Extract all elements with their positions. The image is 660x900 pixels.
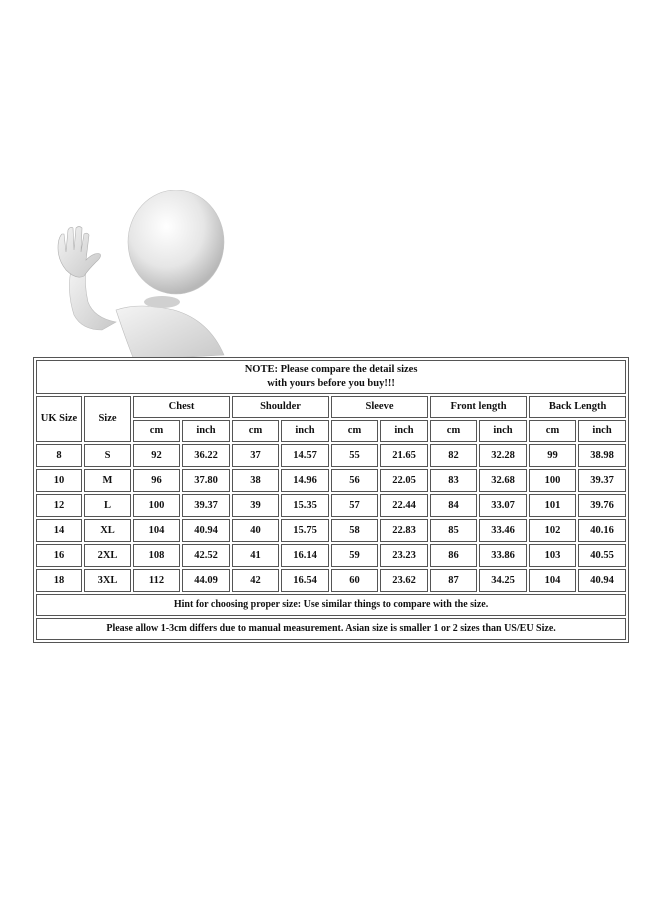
table-cell: 36.22 [182, 444, 230, 467]
table-cell: 10 [36, 469, 82, 492]
note-cell [36, 360, 626, 394]
header-front-length: Front length [430, 396, 527, 418]
unit-cm: cm [232, 420, 279, 442]
table-cell: 37.80 [182, 469, 230, 492]
table-cell: 39.37 [578, 469, 626, 492]
table-cell: 33.07 [479, 494, 527, 517]
header-uk-size: UK Size [36, 396, 82, 442]
unit-inch: inch [380, 420, 428, 442]
unit-inch: inch [578, 420, 626, 442]
table-cell: 40.16 [578, 519, 626, 542]
table-cell: 112 [133, 569, 180, 592]
table-row [36, 444, 626, 467]
table-cell: 39.76 [578, 494, 626, 517]
table-cell: 33.86 [479, 544, 527, 567]
table-cell: 87 [430, 569, 477, 592]
table-cell: 39.37 [182, 494, 230, 517]
unit-cm: cm [430, 420, 477, 442]
header-sleeve: Sleeve [331, 396, 428, 418]
table-cell: 23.62 [380, 569, 428, 592]
table-cell: 37 [232, 444, 279, 467]
table-cell: 22.83 [380, 519, 428, 542]
table-cell: 101 [529, 494, 576, 517]
table-row [36, 469, 626, 492]
table-row [36, 519, 626, 542]
table-cell: 3XL [84, 569, 131, 592]
table-cell: 15.35 [281, 494, 329, 517]
table-row [36, 494, 626, 517]
table-cell: 103 [529, 544, 576, 567]
table-cell: 40.94 [578, 569, 626, 592]
header-back-length: Back Length [529, 396, 626, 418]
table-cell: 34.25 [479, 569, 527, 592]
table-cell: 22.44 [380, 494, 428, 517]
table-cell: 38 [232, 469, 279, 492]
table-cell: 42.52 [182, 544, 230, 567]
table-cell: 40.94 [182, 519, 230, 542]
table-cell: 42 [232, 569, 279, 592]
table-row [36, 569, 626, 592]
size-chart-table [33, 357, 629, 643]
table-cell: 100 [529, 469, 576, 492]
table-cell: 22.05 [380, 469, 428, 492]
table-cell: 15.75 [281, 519, 329, 542]
table-cell: 44.09 [182, 569, 230, 592]
table-cell: L [84, 494, 131, 517]
table-cell: 82 [430, 444, 477, 467]
table-cell: 104 [529, 569, 576, 592]
table-cell: 40 [232, 519, 279, 542]
table-cell: 40.55 [578, 544, 626, 567]
table-cell: 2XL [84, 544, 131, 567]
table-cell: 102 [529, 519, 576, 542]
table-cell: 60 [331, 569, 378, 592]
table-cell: 99 [529, 444, 576, 467]
header-row-groups [36, 396, 626, 418]
table-cell: 39 [232, 494, 279, 517]
table-cell: 83 [430, 469, 477, 492]
table-cell: S [84, 444, 131, 467]
size-chart-body [36, 360, 626, 640]
note-row [36, 360, 626, 394]
table-cell: 8 [36, 444, 82, 467]
table-cell: 16 [36, 544, 82, 567]
table-cell: 104 [133, 519, 180, 542]
table-cell: 59 [331, 544, 378, 567]
table-cell: 57 [331, 494, 378, 517]
table-cell: 86 [430, 544, 477, 567]
table-cell: 38.98 [578, 444, 626, 467]
unit-inch: inch [479, 420, 527, 442]
allowance-text: Please allow 1-3cm differs due to manual measurement. Asian size is smaller 1 or 2 sizes than US/EU Size. [36, 618, 626, 640]
table-cell: 21.65 [380, 444, 428, 467]
table-cell: 23.23 [380, 544, 428, 567]
table-cell: 18 [36, 569, 82, 592]
table-row [36, 544, 626, 567]
table-cell: 100 [133, 494, 180, 517]
unit-inch: inch [182, 420, 230, 442]
unit-inch: inch [281, 420, 329, 442]
unit-cm: cm [133, 420, 180, 442]
table-cell: 16.14 [281, 544, 329, 567]
table-cell: 92 [133, 444, 180, 467]
header-shoulder: Shoulder [232, 396, 329, 418]
table-cell: 32.28 [479, 444, 527, 467]
table-cell: 12 [36, 494, 82, 517]
note-line-2: with yours before you buy!!! [267, 378, 395, 389]
table-cell: M [84, 469, 131, 492]
table-cell: XL [84, 519, 131, 542]
table-cell: 41 [232, 544, 279, 567]
table-cell: 33.46 [479, 519, 527, 542]
table-cell: 56 [331, 469, 378, 492]
table-cell: 58 [331, 519, 378, 542]
allowance-row [36, 618, 626, 640]
table-cell: 85 [430, 519, 477, 542]
hint-row [36, 594, 626, 616]
header-chest: Chest [133, 396, 230, 418]
table-cell: 96 [133, 469, 180, 492]
unit-cm: cm [529, 420, 576, 442]
hint-text: Hint for choosing proper size: Use similar things to compare with the size. [36, 594, 626, 616]
table-cell: 16.54 [281, 569, 329, 592]
header-size: Size [84, 396, 131, 442]
unit-cm: cm [331, 420, 378, 442]
note-line-1: NOTE: Please compare the detail sizes [244, 364, 418, 375]
table-cell: 14.57 [281, 444, 329, 467]
table-cell: 84 [430, 494, 477, 517]
table-cell: 14.96 [281, 469, 329, 492]
table-cell: 32.68 [479, 469, 527, 492]
table-cell: 108 [133, 544, 180, 567]
table-cell: 14 [36, 519, 82, 542]
table-cell: 55 [331, 444, 378, 467]
